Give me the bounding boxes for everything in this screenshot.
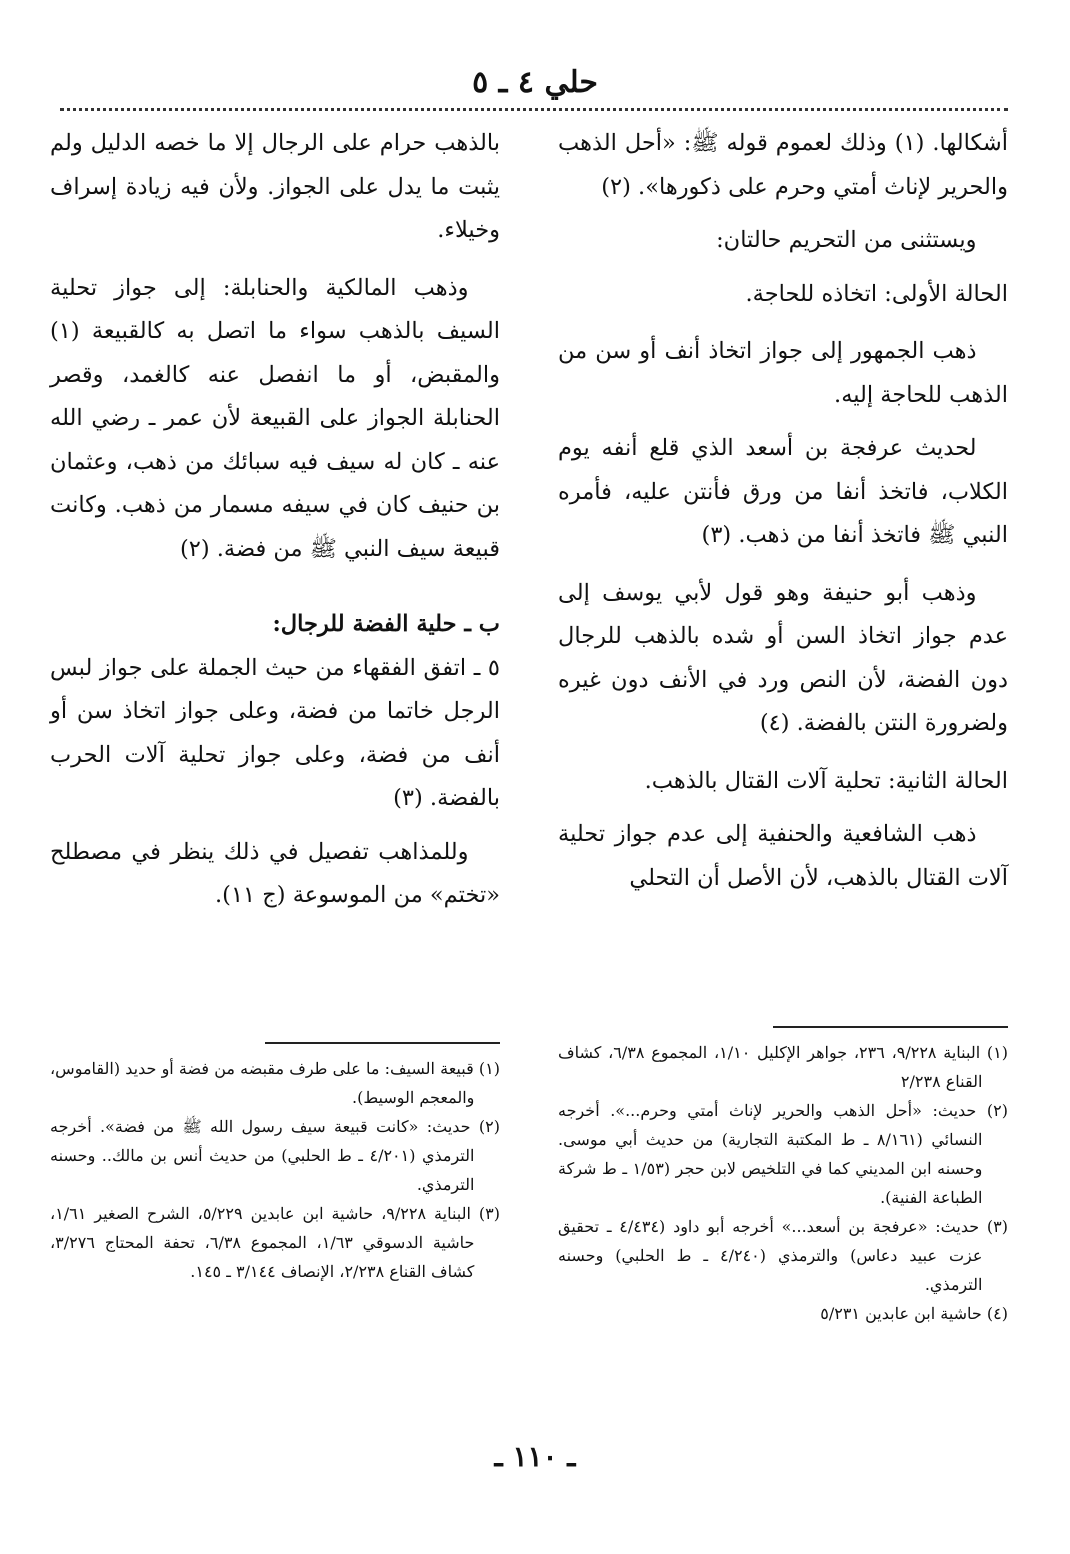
page-header: حلي ٤ ـ ٥ <box>472 65 598 100</box>
footnotes-left <box>50 1042 500 1286</box>
page-number: ـ ١١٠ ـ <box>494 1440 576 1473</box>
left-column <box>50 122 500 928</box>
footnote-item: (١) قبيعة السيف: ما على طرف مقبضه من فضة أو حديد (القاموس، والمعجم الوسيط). <box>50 1059 500 1107</box>
footnote-item: (٣) حديث: «عرفجة بن أسعد...» أخرجه أبو داود (٤/٤٣٤ ـ تحقيق عزت عبيد دعاس) والترمذي (٤/٢٤٠ ـ ط الحلبي) وحسنه الترمذي. <box>558 1217 1008 1294</box>
right-paragraph-4: ذهب الجمهور إلى جواز اتخاذ أنف أو سن من الذهب للحاجة إليه. <box>558 338 1008 408</box>
header-dotted-rule <box>60 108 1008 111</box>
left-paragraph-4: وللمذاهب تفصيل في ذلك ينظر في مصطلح «تختم» من الموسوعة (ج ١١). <box>50 838 500 908</box>
left-paragraph-1: بالذهب حرام على الرجال إلا ما خصه الدليل ولم يثبت ما يدل على الجواز. ولأن فيه زيادة إسراف وخيلاء. <box>50 130 500 243</box>
right-paragraph-5: لحديث عرفجة بن أسعد الذي قلع أنفه يوم الكلاب، فاتخذ أنفا من ورق فأنتن عليه، فأمره النبي ﷺ فاتخذ أنفا من ذهب. (٣) <box>558 435 1008 548</box>
right-paragraph-1: أشكالها. (١) وذلك لعموم قوله ﷺ: «أحل الذهب والحرير لإناث أمتي وحرم على ذكورها». (٢) <box>558 130 1008 200</box>
footnote-divider <box>773 1026 1008 1028</box>
right-paragraph-8: ذهب الشافعية والحنفية إلى عدم جواز تحلية آلات القتال بالذهب، لأن الأصل أن التحلي <box>558 821 1008 891</box>
left-paragraph-2: وذهب المالكية والحنابلة: إلى جواز تحلية السيف بالذهب سواء ما اتصل به كالقبيعة (١) والمقبض، أو ما انفصل عنه كالغمد، وقصر الحنابلة الجواز على القبيعة لأن عمر ـ رضي الله عنه ـ كان له سيف فيه سبائك من ذهب، وعثمان بن حنيف كان في سيفه مسمار من ذهب. وكانت قبيعة سيف النبي ﷺ من فضة. (٢) <box>50 274 500 562</box>
left-paragraph-3: ٥ ـ اتفق الفقهاء من حيث الجملة على جواز لبس الرجل خاتما من فضة، وعلى جواز اتخاذ سن أو أنف من فضة، وعلى جواز تحلية آلات الحرب بالفضة. (٣) <box>50 654 500 811</box>
footnotes-right <box>558 1026 1008 1328</box>
footnote-item: (٢) حديث: «أحل الذهب والحرير لإناث أمتي وحرم...». أخرجه النسائي (٨/١٦١ ـ ط المكتبة التجارية) من حديث أبي موسى. وحسنه ابن المديني كما في التلخيص لابن حجر (١/٥٣ ـ ط شركة الطباعة الفنية). <box>558 1101 1008 1207</box>
right-paragraph-6: وذهب أبو حنيفة وهو قول لأبي يوسف إلى عدم جواز اتخاذ السن أو شده بالذهب للرجال دون الفضة، لأن النص ورد في الأنف دون غيره ولضرورة النتن بالفضة. (٤) <box>558 579 1008 736</box>
footnote-item: (٢) حديث: «كانت قبيعة سيف رسول الله ﷺ من فضة». أخرجه الترمذي (٤/٢٠١ ـ ط الحلبي) من حديث أنس بن مالك.. وحسنه الترمذي. <box>50 1117 500 1194</box>
right-paragraph-3: الحالة الأولى: اتخاذه للحاجة. <box>745 280 1008 307</box>
right-column <box>558 122 1008 910</box>
footnote-item: (٤) حاشية ابن عابدين ٥/٢٣١ <box>820 1304 1008 1323</box>
footnote-divider <box>265 1042 500 1044</box>
right-paragraph-7: الحالة الثانية: تحلية آلات القتال بالذهب. <box>644 767 1008 794</box>
right-paragraph-2: ويستثنى من التحريم حالتان: <box>716 227 977 253</box>
footnote-item: (١) البناية ٩/٢٢٨، ٢٣٦، جواهر الإكليل ١/١٠، المجموع ٦/٣٨، كشاف القناع ٢/٢٣٨ <box>558 1043 1009 1091</box>
section-heading: ب ـ حلية الفضة للرجال: <box>272 611 500 637</box>
footnote-item: (٣) البناية ٩/٢٢٨، حاشية ابن عابدين ٥/٢٢٩، الشرح الصغير ١/٦١، حاشية الدسوقي ١/٦٣، المجموع ٦/٣٨، تحفة المحتاج ٣/٢٧٦، كشاف القناع ٢/٢٣٨، الإنصاف ٣/١٤٤ ـ ١٤٥. <box>50 1204 500 1281</box>
